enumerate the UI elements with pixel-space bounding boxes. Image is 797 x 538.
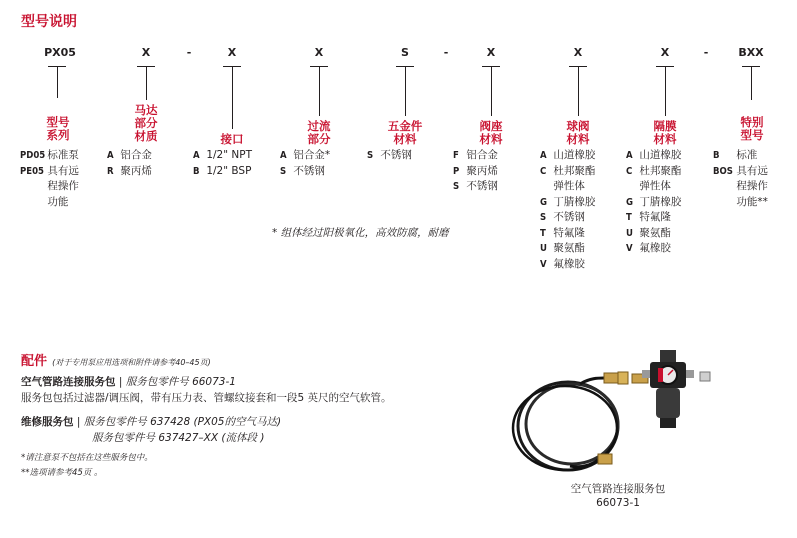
header-overflow: 过流 部分 [307, 119, 331, 146]
header-hardware: 五金件 材料 [387, 119, 423, 146]
code-ball: X [573, 46, 583, 59]
options-special: B 标准 BOS 具有远 程操作 功能** [713, 149, 768, 208]
code-dash-1: - [186, 46, 192, 59]
options-seat: F 铝合金 P 聚丙烯 S 不锈钢 [453, 149, 498, 192]
air-hose-kit-image [510, 348, 750, 478]
header-motor: 马达 部分 材质 [134, 103, 158, 143]
repair-kit-line-2: 服务包零件号 637427–XX (流体段 ) [92, 432, 265, 444]
options-ball: A 山道橡胶 C 杜邦聚酯 弹性体 G 丁腈橡胶 S 不锈钢 T 特氟隆 U 聚氨酯 V 氟橡胶 [540, 149, 596, 270]
code-seat: X [486, 46, 496, 59]
options-hardware: S 不锈钢 [367, 149, 412, 161]
air-kit-description: 服务包包括过滤器/调压阀，带有压力表、管螺纹接套和一段5 英尺的空气软管。 [21, 392, 392, 404]
repair-kit-line-1: 维修服务包 | 服务包零件号 637428 (PX05的空气马达) [21, 416, 282, 428]
header-seat: 阀座 材料 [479, 119, 503, 146]
code-connection: X [227, 46, 237, 59]
page-title: 型号说明 [21, 14, 77, 30]
code-dash-2: - [443, 46, 449, 59]
anodized-note: * 组体经过阳极氧化，高效防腐，耐磨 [272, 227, 449, 239]
header-diaphragm: 隔膜 材料 [653, 119, 677, 146]
air-kit-line: 空气管路连接服务包 | 服务包零件号 66073-1 [21, 376, 236, 388]
options-diaphragm: A 山道橡胶 C 杜邦聚酯 弹性体 G 丁腈橡胶 T 特氟隆 U 聚氨酯 V 氟橡胶 [626, 149, 682, 254]
kit-note-2: **选项请参考45页 。 [21, 468, 103, 478]
code-dash-3: - [703, 46, 709, 59]
options-series: PD05 标准泵 PE05 具有远 程操作 功能 [20, 149, 79, 208]
header-series: 型号 系列 [46, 115, 70, 142]
options-overflow: A 铝合金* S 不锈钢 [280, 149, 331, 177]
kit-note-1: *请注意泵不包括在这些服务包中。 [21, 453, 153, 463]
header-ball: 球阀 材料 [566, 119, 590, 146]
options-connection: A 1/2" NPT B 1/2" BSP [193, 149, 253, 177]
accessories-heading: 配件 (对于专用泵应用选项和附件请参考40–45页) [21, 354, 211, 369]
code-special: BXX [738, 46, 764, 59]
header-connection: 接口 [220, 132, 244, 146]
header-special: 特别 型号 [740, 115, 764, 142]
code-hardware: S [401, 46, 409, 59]
options-motor: A 铝合金 R 聚丙烯 [107, 149, 152, 177]
code-diaphragm: X [660, 46, 670, 59]
code-overflow: X [314, 46, 324, 59]
code-pump: PX05 [44, 46, 76, 59]
image-caption: 空气管路连接服务包 66073-1 [570, 483, 666, 509]
code-motor: X [141, 46, 151, 59]
